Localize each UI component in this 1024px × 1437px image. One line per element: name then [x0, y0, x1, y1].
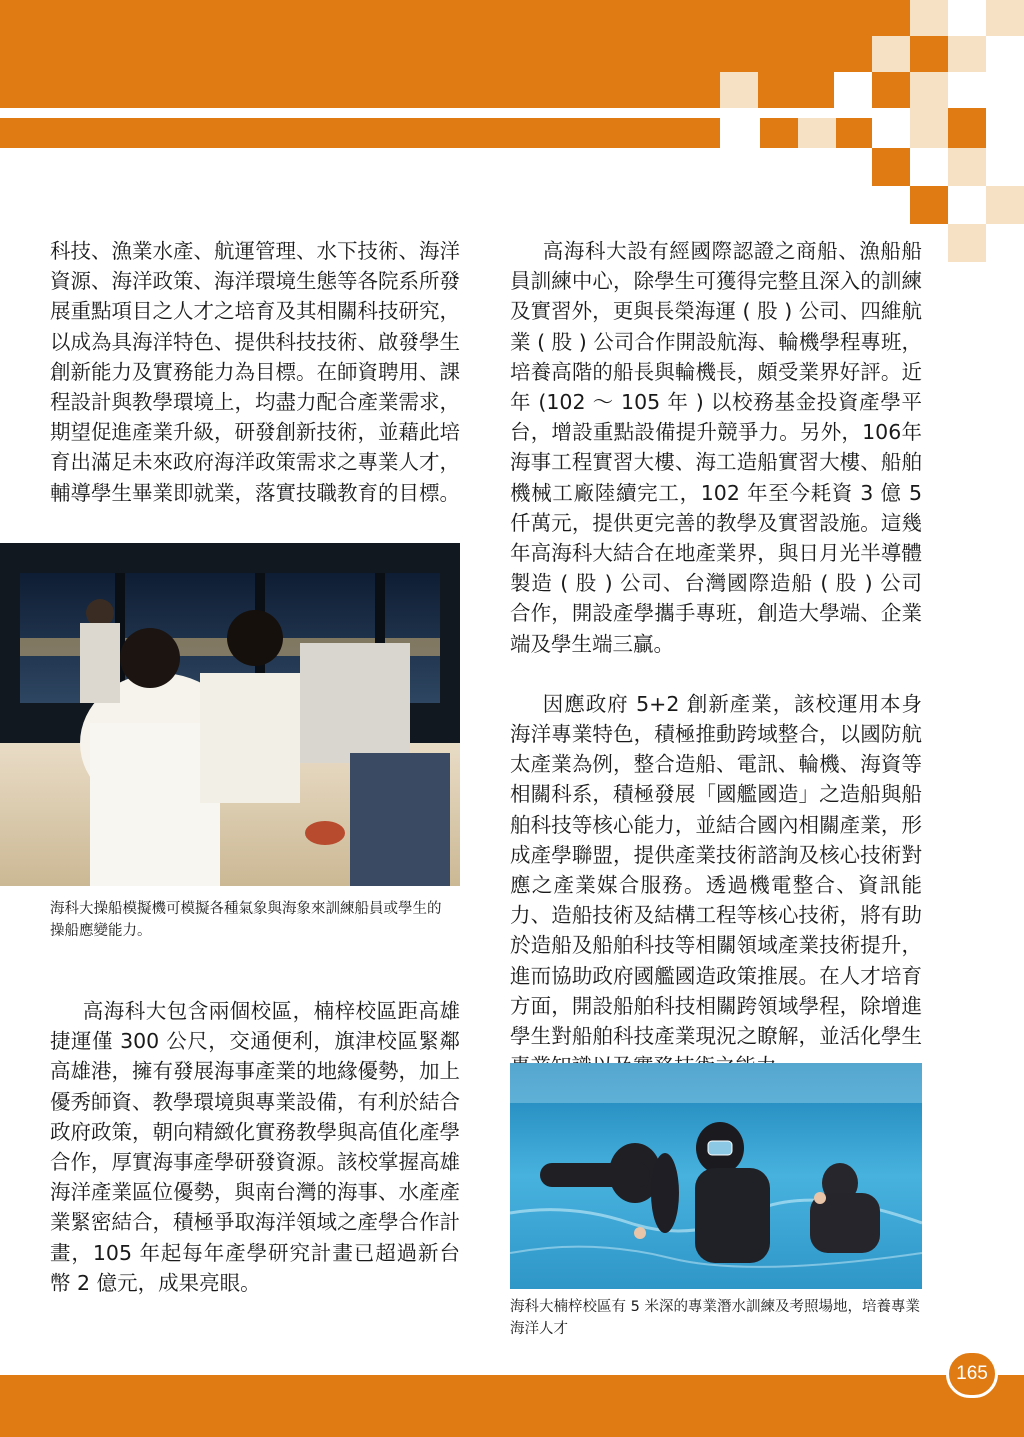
industry-paragraph: 因應政府 5+2 創新產業，該校運用本身海洋專業特色，積極推動跨域整合，以國防航太產業為例，整合造船、電訊、輪機、海資等相關科系，積極發展「國艦國造」之造船與船舶科技等核心能力，並結合國內相關產業，形成產學聯盟，提供產業技術諮詢及核心技術對應之產業媒合服務。透過機電整合、資訊能力、造船技術及結構工程等核心技術，將有助於造船及船舶科技等相關領域產業技術提升，進而協助政府國艦國造政策推展。在人才培育方面，開設船舶科技相關跨領域學程，除增進學生對船舶科技產業現況之瞭解，並活化學生 — [510, 691, 922, 1049]
campus-paragraph: 高海科大包含兩個校區，楠梓校區距高雄捷運僅 300 公尺，交通便利，旗津校區緊鄰高雄港，擁有發展海事產業的地緣優勢，加上優秀師資、教學環境與專業設備，有利於結合政府政策，朝向精緻化實務教學與高值化產學合作，厚實海事產學研發資源。該校掌握高雄海洋產業區位優勢，與南台灣的海事、水產產業緊密結合，積極爭取海洋領域之產學合作計畫，105 年起每年產學研究計畫已超過新台幣 2 億元，成果亮眼。 — [50, 999, 460, 1295]
right-column — [510, 236, 922, 1081]
header-band-lower — [0, 118, 760, 148]
diving-photo-caption: 海科大楠梓校區有 5 米深的專業潛水訓練及考照場地，培養專業海洋人才 — [510, 1299, 920, 1337]
simulator-photo-caption: 海科大操船模擬機可模擬各種氣象與海象來訓練船員或學生的操船應變能力。 — [50, 901, 442, 939]
footer-band — [0, 1375, 1024, 1437]
training-paragraph: 高海科大設有經國際認證之商船、漁船船員訓練中心，除學生可獲得完整且深入的訓練及實習外，更與長榮海運 ( 股 ) 公司、四維航業 ( 股 ) 公司合作開設航海、輪機學程專班，培養高階的船長與輪機長，頗受業界好評。近年 (102 ～ 105 年 ) 以校務基金投資產學平台，增設重點設備提升競爭力。另外，106年海事工程實習大樓、海工造船實習大樓、船舶機械工廠陸續完工，102 年至今耗資 3 億 5 仟萬元，提供更完善的教學及實習設施。這幾年高海科大結合在地產業界，與日月光半導體製造 ( 股 ) 公司、台灣國際造船 ( 股 ) 公司合作，開設產學攜手專班，創造大學端、企業端及學生端三贏。 — [510, 239, 922, 656]
left-column-campus — [50, 996, 460, 1298]
page-number: 165 — [946, 1350, 998, 1398]
intro-paragraph: 科技、漁業水產、航運管理、水下技術、海洋資源、海洋政策、海洋環境生態等各院系所發展重點項目之人才之培育及其相關科技研究，以成為具海洋特色、提供科技技術、啟發學生創新能力及實務能力為目標。在師資聘用、課程設計與教學環境上，均盡力配合產業需求，期望促進產業升級，研發創新技術，並藉此培育出滿足未來政府海洋政策需求之專業人才，輔導學生畢業即就業，落實技職教育的目標。 — [50, 239, 460, 505]
ship-simulator-photo — [0, 543, 460, 886]
left-column-intro — [50, 236, 460, 508]
diving-training-photo — [510, 1063, 922, 1289]
header-band — [0, 0, 760, 108]
